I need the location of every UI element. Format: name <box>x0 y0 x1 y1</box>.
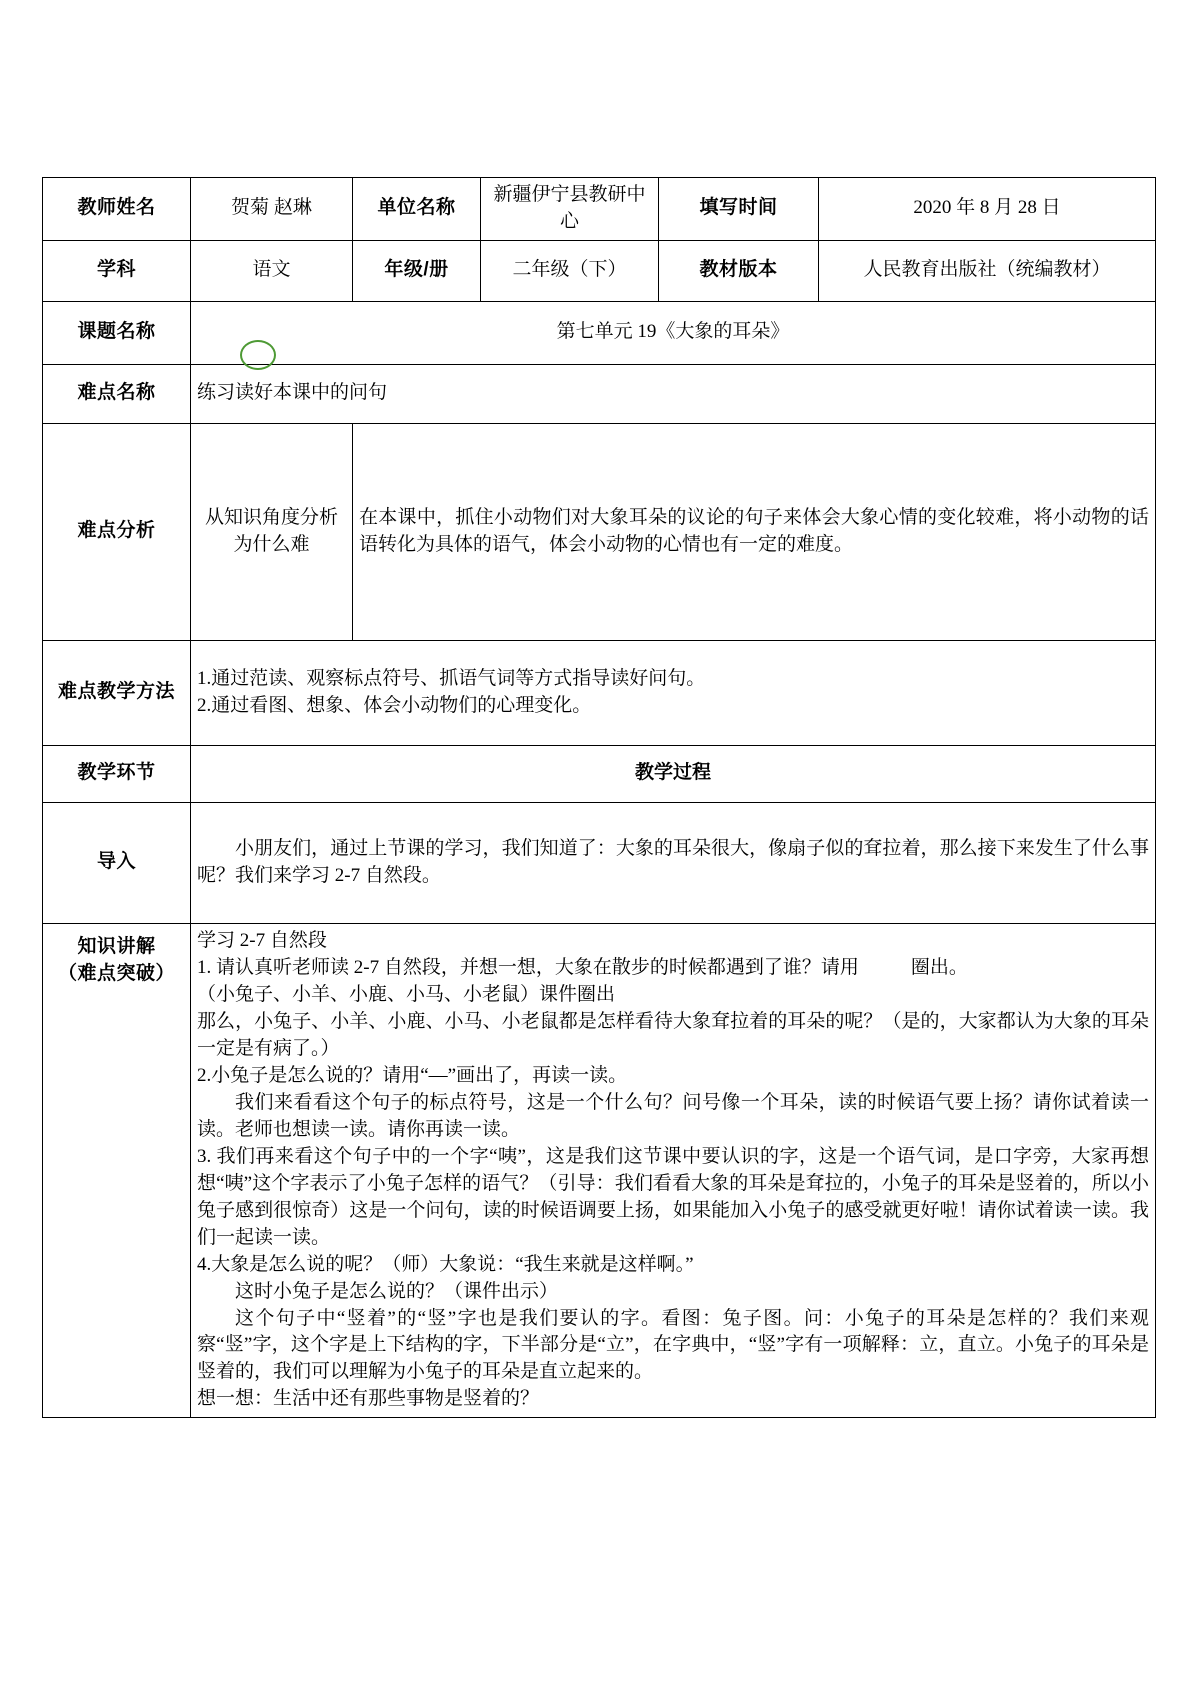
knowledge-label-line-1: 知识讲解 <box>77 935 156 957</box>
subject-value: 语文 <box>191 240 353 301</box>
lesson-plan-sheet <box>42 177 1155 1418</box>
knowledge-paragraph-1-text: 1. 请认真听老师读 2-7 自然段，并想一想，大象在散步的时候都遇到了谁？请用 <box>197 956 859 978</box>
textbook-value: 人民教育出版社（统编教材） <box>819 240 1156 301</box>
knowledge-paragraph-4: 那么，小兔子、小羊、小鹿、小马、小老鼠都是怎样看待大象耷拉着的耳朵的呢？（是的，大家都认为大象的耳朵一定是有病了。） <box>197 1010 1149 1059</box>
knowledge-label <box>43 923 191 1417</box>
teacher-name-value: 贺菊 赵琳 <box>191 178 353 241</box>
knowledge-paragraph-6: 我们来看看这个句子的标点符号，这是一个什么句？问号像一个耳朵，读的时候语气要上扬？请你试着读一读。老师也想读一读。请你再读一读。 <box>197 1091 1149 1140</box>
difficulty-analysis-label: 难点分析 <box>43 423 191 640</box>
knowledge-content <box>191 923 1156 1417</box>
intro-label: 导入 <box>43 802 191 923</box>
unit-name-value: 新疆伊宁县教研中心 <box>481 178 659 241</box>
topic-value: 第七单元 19《大象的耳朵》 <box>191 301 1156 364</box>
knowledge-paragraph-5: 2.小兔子是怎么说的？请用“—”画出了，再读一读。 <box>197 1064 628 1086</box>
knowledge-paragraph-3: （小兔子、小羊、小鹿、小马、小老鼠）课件圈出 <box>197 983 616 1005</box>
teaching-method-label: 难点教学方法 <box>43 640 191 745</box>
table-row-teacher-info <box>43 178 1156 241</box>
knowledge-paragraph-2-text: 圈出。 <box>910 956 968 978</box>
textbook-label: 教材版本 <box>659 240 819 301</box>
difficulty-name-value: 练习读好本课中的问句 <box>191 364 1156 423</box>
grade-label: 年级/册 <box>353 240 481 301</box>
knowledge-paragraph-8: 4.大象是怎么说的呢？（师）大象说：“我生来就是这样啊。” <box>197 1253 694 1275</box>
table-row-teaching-method <box>43 640 1156 745</box>
knowledge-paragraph-11: 想一想：生活中还有那些事物是竖着的？ <box>197 1388 540 1410</box>
knowledge-paragraph-1 <box>197 955 1149 982</box>
lesson-plan-table <box>42 177 1156 1418</box>
knowledge-paragraph-9: 这时小兔子是怎么说的？（课件出示） <box>235 1280 559 1302</box>
table-row-section-header <box>43 745 1156 802</box>
table-row-difficulty-analysis <box>43 423 1156 640</box>
knowledge-paragraph-10: 这个句子中“竖着”的“竖”字也是我们要认的字。看图：兔子图。问：小兔子的耳朵是怎样的？我们来观察“竖”字，这个字是上下结构的字，下半部分是“立”，在字典中，“竖”字有一项解释：立，直立。小兔子的耳朵是竖着的，我们可以理解为小兔子的耳朵是直立起来的。 <box>197 1307 1149 1383</box>
difficulty-name-label: 难点名称 <box>43 364 191 423</box>
knowledge-paragraph-7: 3. 我们再来看这个句子中的一个字“咦”，这是我们这节课中要认识的字，这是一个语气词，是口字旁，大家再想想“咦”这个字表示了小兔子怎样的语气？（引导：我们看看大象的耳朵是耷拉的，小兔子的耳朵是竖着的，所以小兔子感到很惊奇）这是一个问句，读的时候语调要上扬，如果能加入小兔子的感受就更好啦！请你试着读一读。我们一起读一读。 <box>197 1145 1149 1248</box>
table-row-subject-info <box>43 240 1156 301</box>
knowledge-paragraph-0: 学习 2-7 自然段 <box>197 929 327 951</box>
table-row-difficulty-name <box>43 364 1156 423</box>
intro-paragraph: 小朋友们，通过上节课的学习，我们知道了：大象的耳朵很大，像扇子似的耷拉着，那么接下来发生了什么事呢？我们来学习 2-7 自然段。 <box>197 837 1149 886</box>
difficulty-analysis-subtitle: 从知识角度分析为什么难 <box>191 423 353 640</box>
knowledge-label-line-2: （难点突破） <box>57 962 175 984</box>
teaching-method-value <box>191 640 1156 745</box>
process-column-header: 教学过程 <box>191 745 1156 802</box>
difficulty-analysis-value: 在本课中，抓住小动物们对大象耳朵的议论的句子来体会大象心情的变化较难，将小动物的话语转化为具体的语气，体会小动物的心情也有一定的难度。 <box>353 423 1156 640</box>
subject-label: 学科 <box>43 240 191 301</box>
topic-label: 课题名称 <box>43 301 191 364</box>
teacher-name-label: 教师姓名 <box>43 178 191 241</box>
fill-time-value: 2020 年 8 月 28 日 <box>819 178 1156 241</box>
table-row-introduction <box>43 802 1156 923</box>
grade-value: 二年级（下） <box>481 240 659 301</box>
stage-column-header: 教学环节 <box>43 745 191 802</box>
unit-name-label: 单位名称 <box>353 178 481 241</box>
fill-time-label: 填写时间 <box>659 178 819 241</box>
intro-content <box>191 802 1156 923</box>
teaching-method-line-1: 1.通过范读、观察标点符号、抓语气词等方式指导读好问句。 <box>197 667 706 689</box>
table-row-knowledge-explanation <box>43 923 1156 1417</box>
teaching-method-line-2: 2.通过看图、想象、体会小动物们的心理变化。 <box>197 694 592 716</box>
table-row-topic <box>43 301 1156 364</box>
